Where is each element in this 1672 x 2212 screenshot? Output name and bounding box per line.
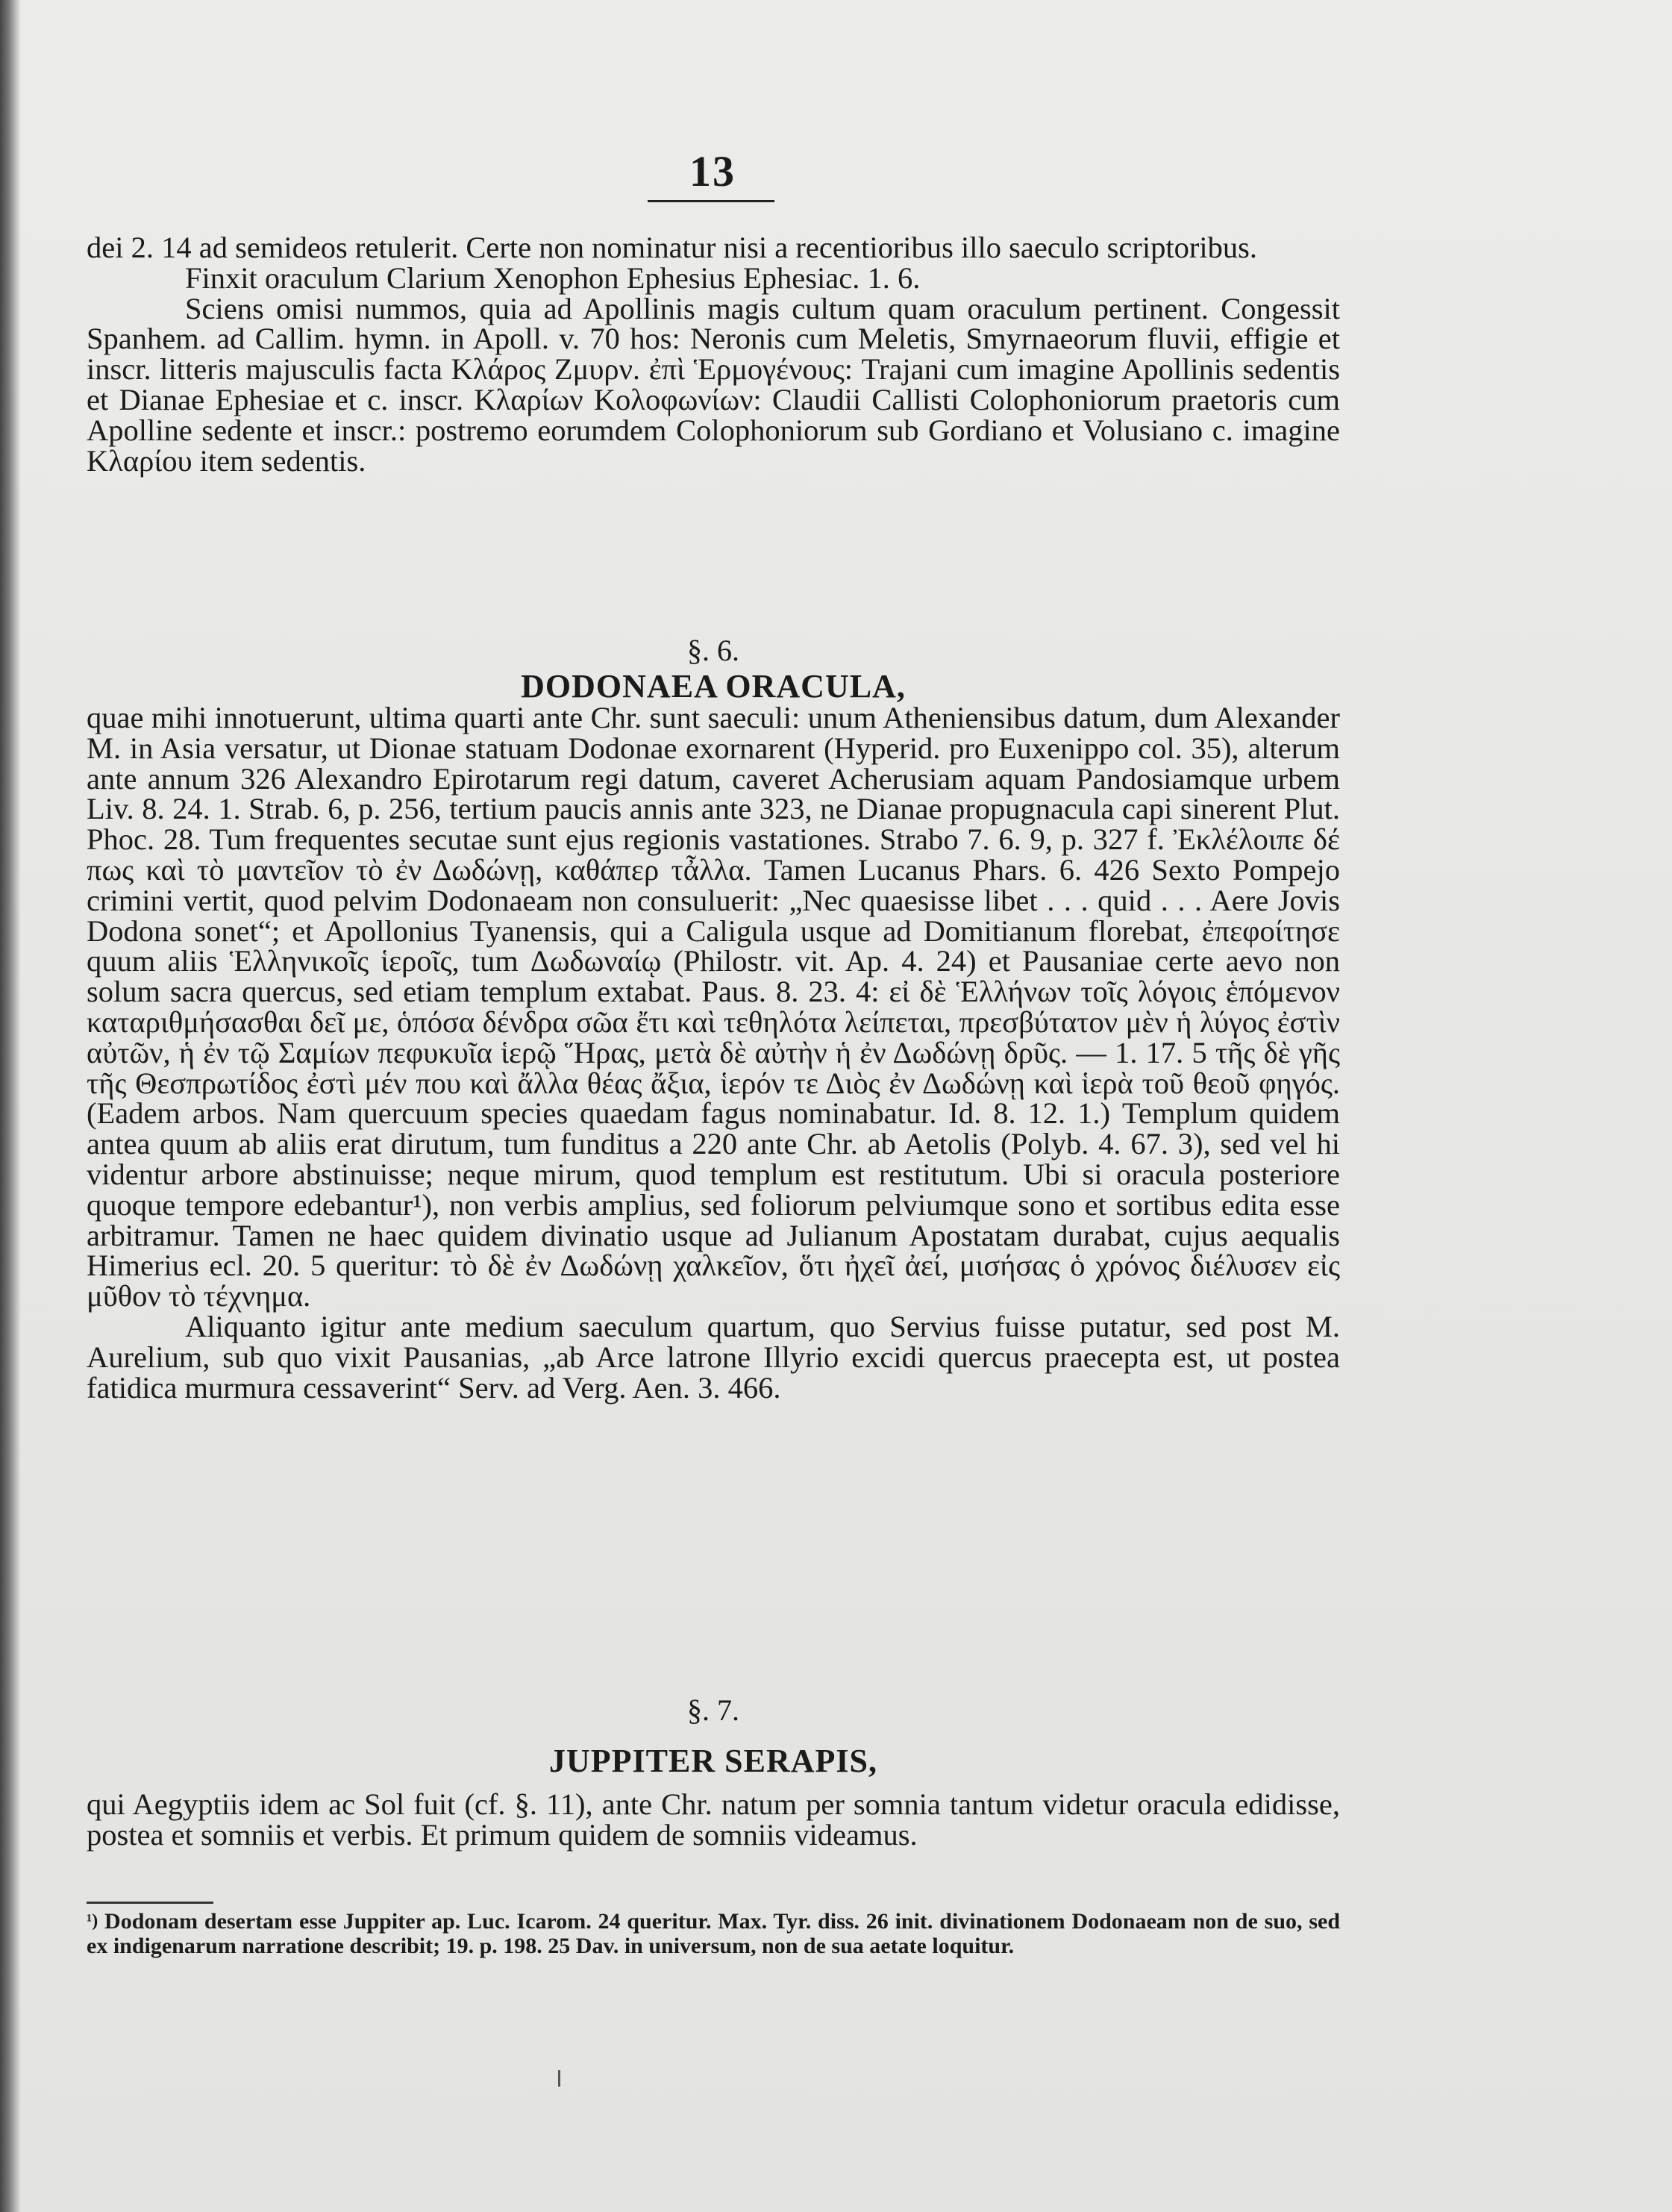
section-6-mark: §. 6. — [687, 634, 739, 667]
section-7-mark: §. 7. — [687, 1693, 739, 1727]
continued-text-block — [87, 233, 1340, 476]
print-speck — [558, 2070, 560, 2087]
section-7-body — [87, 1787, 1340, 1852]
paragraph-dodona-servius: Aliquanto igitur ante medium saeculum quartum, quo Servius fuisse putatur, sed post M. Aurelium, sub quo vixit Pausanias, „ab Arce latrone Illyrio excidi quercus praecepta est, ut postea fatidica murmura cessaverint“ Serv. ad Verg. Aen. 3. 466. — [87, 1309, 1340, 1405]
footnote — [87, 1909, 1340, 1958]
footnote-rule — [87, 1902, 213, 1904]
paragraph-serapis: qui Aegyptiis idem ac Sol fuit (cf. §. 11), ante Chr. natum per somnia tantum videtur oracula edidisse, postea et somniis et verbis. Et primum quidem de somniis videamus. — [87, 1787, 1340, 1852]
footnote-mark: ¹) — [87, 1911, 98, 1931]
section-6-body — [87, 703, 1340, 1403]
binding-shadow — [0, 0, 21, 2212]
paragraph-dodona-main: quae mihi innotuerunt, ultima quarti ante Chr. sunt saeculi: unum Atheniensibus datum, dum Alexander M. in Asia versatur, ut Dionae statuam Dodonae exornarent (Hyperid. pro Euxenippo col. 35), alterum ante annum 326 Alexandro Epirotarum regi datum, caveret Acherusiam aquam Pandosiamque urbem Liv. 8. 24. 1. Strab. 6, p. 256, tertium paucis annis ante 323, ne Dianae propugnacula capi sinerent Plut. Phoc. 28. Tum frequentes secutae sunt ejus regionis vastationes. Strabo 7. 6. 9, p. 327 f. Ἐκλέλοιπε δέ πως καὶ τὸ μαντεῖον τὸ ἐν Δωδώνῃ, καθάπερ τἆλλα. Tamen Lucanus Phars. 6. 426 Sexto Pompejo crimini vertit, quod pelvim Dodonaeam non consuluerit: „Nec quaesisse libet . . . quid . . . Aere Jovis Dodona sonet“; et Apollonius Tyanensis, qui a Caligula usque ad Domitianum florebat, ἐπεφοίτησε quum aliis Ἑλληνικοῖς ἱεροῖς, tum Δωδωναίῳ (Philostr. vit. Ap. 4. 24) et Pausaniae certe aevo non solum sacra quercus, sed etiam templum extabat. Paus. 8. 23. 4: εἰ δὲ Ἑλλήνων τοῖς λόγοις ἑπόμενον καταριθμήσασθαι δεῖ με, ὁπόσα δένδρα σῶα ἔτι καὶ τεθηλότα λείπεται, πρεσβύτατον μὲν ἡ λύγος ἐστὶν αὐτῶν, ἡ ἐν τῷ Σαμίων πεφυκυῖα ἱερῷ Ἥρας, μετὰ δὲ αὐτὴν ἡ ἐν Δωδώνῃ δρῦς. — 1. 17. 5 τῆς δὲ γῆς τῆς Θεσπρωτίδος ἐστὶ μέν που καὶ ἄλλα θέας ἄξια, ἱερόν τε Διὸς ἐν Δωδώνῃ καὶ ἱερὰ τοῦ θεοῦ φηγός. (Eadem arbos. Nam quercuum species quaedam fagus nominabatur. Id. 8. 12. 1.) Templum quidem antea quum ab aliis erat dirutum, tum funditus a 220 ante Chr. ab Aetolis (Polyb. 4. 67. 3), sed vel hi videntur arbore abstinuisse; neque mirum, quod templum est restitutum. Ubi si oracula posteriore quoque tempore edebantur¹), non verbis amplius, sed foliorum pelviumque sono et sortibus edita esse arbitramur. Tamen ne haec quidem divinatio usque ad Julianum Apostatam durabat, cujus aequalis Himerius ecl. 20. 5 queritur: τὸ δὲ ἐν Δωδώνῃ χαλκεῖον, ὅτι ἠχεῖ ἀεί, μισήσας ὁ χρόνος διέλυσεν εἰς μῦθον τὸ τέχνημα. — [87, 701, 1340, 1313]
footnote-text: Dodonam desertam esse Juppiter ap. Luc. Icarom. 24 queritur. Max. Tyr. diss. 26 init. divinationem Dodonaeam non de suo, sed ex indigenarum narratione describit; 19. p. 198. 25 Dav. in universum, non de sua aetate loquitur. — [87, 1909, 1341, 1958]
paragraph-nummi: Sciens omisi nummos, quia ad Apollinis magis cultum quam oraculum pertinent. Congessit Spanhem. ad Callim. hymn. in Apoll. v. 70 hos: Neronis cum Meletis, Smyrnaeorum fluvii, effigie et inscr. litteris majusculis facta Κλάρος Ζμυρν. ἐπὶ Ἑρμογένους: Trajani cum imagine Apollinis sedentis et Dianae Ephesiae et c. inscr. Κλαρίων Κολοφωνίων: Claudii Callisti Colophoniorum praetoris cum Apolline sedente et inscr.: postremo eorumdem Colophoniorum sub Gordiano et Volusiano c. imagine Κλαρίου item sedentis. — [87, 291, 1340, 478]
page-number-rule — [648, 200, 774, 202]
section-7-title: JUPPITER SERAPIS, — [549, 1743, 877, 1779]
page-number: 13 — [689, 147, 736, 196]
section-6-title: DODONAEA ORACULA, — [521, 668, 906, 704]
paragraph-clarium: Finxit oraculum Clarium Xenophon Ephesius Ephesiac. 1. 6. — [185, 260, 921, 295]
paragraph-continuation: dei 2. 14 ad semideos retulerit. Certe non nominatur nisi a recentioribus illo saeculo scriptoribus. — [87, 231, 1257, 264]
